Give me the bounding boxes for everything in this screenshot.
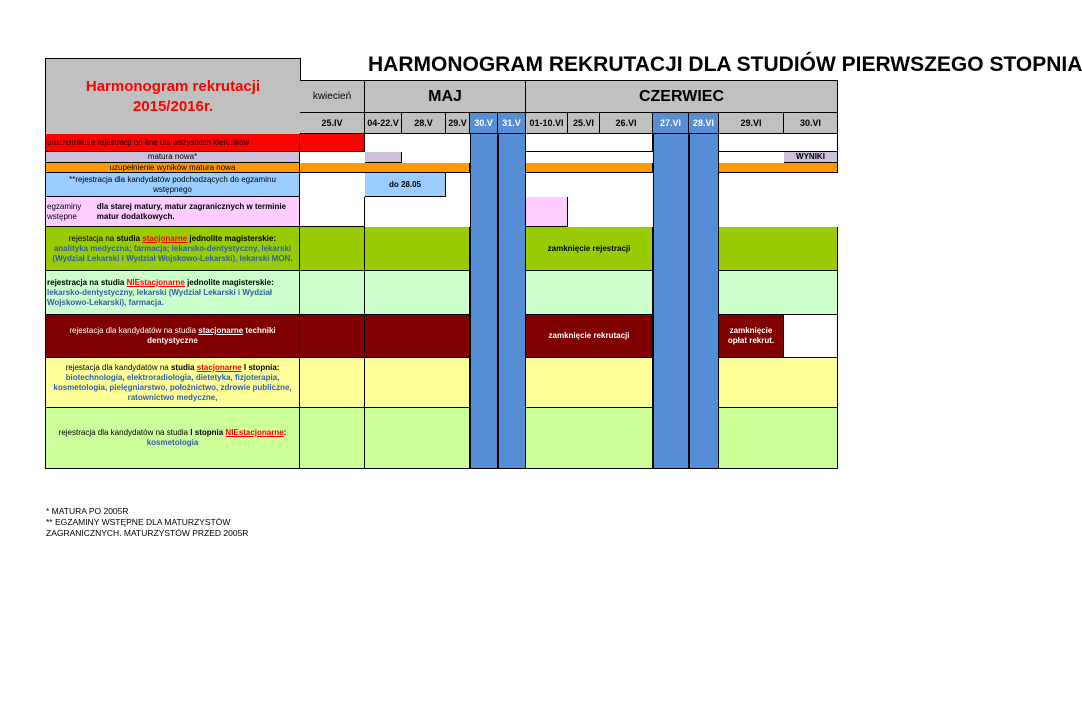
row-label-bold: studia (170, 362, 197, 372)
row-label-bold: jednolite magisterskie: (187, 233, 277, 243)
footnote-1: * MATURA PO 2005R (46, 506, 129, 516)
row-label-7 (45, 271, 300, 315)
cell-r10-c7 (526, 408, 653, 469)
row-label-programs: biotechnologia, elektroradiologia, dietetyka, fizjoterapia, kosmetologia, pielęgniarstwo, położnictwo, zdrowie publiczne, ratownictwo medyczne, (53, 372, 292, 402)
cell-r2-c12 (719, 152, 784, 163)
date-col-13: 30.VI (784, 113, 838, 134)
footnote-3: ZAGRANICZNYCH. MATURZYSTÓW PRZED 2005R (46, 528, 249, 538)
left-header-line1: Harmonogram rekrutacji (85, 77, 261, 95)
row-label-text: **rejestracja dla kandydatów podchodzących do egzaminu wstępnego (69, 174, 276, 194)
cell-r10-c2 (365, 408, 470, 469)
row-label-highlight: stacjonarne (196, 362, 242, 372)
row-label-bold: rejestracja na studia (47, 277, 127, 287)
row-label-highlight: stacjonarne (142, 233, 188, 243)
date-col-11: 28.VI (689, 113, 719, 134)
row-label-text: rejestacja dla kandydatów na (65, 362, 171, 372)
cell-r1-c1 (300, 134, 365, 152)
footnotes (46, 506, 248, 539)
cell-r8-c2 (365, 315, 470, 358)
cell-r2-c7 (526, 152, 653, 163)
date-col-6: 31.V (498, 113, 526, 134)
cell-r7-c1 (300, 271, 365, 315)
blue-column-10 (653, 134, 689, 469)
row-label-bold: I stopnia (190, 428, 226, 437)
date-col-9: 26.VI (600, 113, 653, 134)
page-title: HARMONOGRAM REKRUTACJI DLA STUDIÓW PIERWSZEGO STOPNIA (368, 53, 1082, 76)
date-col-10: 27.VI (653, 113, 689, 134)
month-april: kwiecień (300, 80, 365, 113)
cell-r7-c7 (526, 271, 653, 315)
blue-column-6 (498, 134, 526, 469)
cell-r10-c1 (300, 408, 365, 469)
date-col-4: 29.V (446, 113, 470, 134)
row-label-9 (45, 358, 300, 408)
row-label-text: uruchomienie rejestracji on-line dla wszystkich kierunków (47, 137, 250, 147)
row-label-text: rejestacja dla kandydatów na studia (69, 326, 199, 335)
left-header-line2: 2015/2016r. (132, 97, 214, 115)
cell-r1-c12 (719, 134, 838, 152)
cell-r8-c1 (300, 315, 365, 358)
footnote-2: ** EGZAMINY WSTĘPNE DLA MATURZYSTÓW (46, 517, 231, 527)
cell-r4-c1 (300, 173, 365, 197)
date-col-7: 01-10.VI (526, 113, 568, 134)
cell-r9-c12 (719, 358, 838, 408)
row-label-1 (45, 134, 300, 152)
cell-r3-c7 (526, 163, 653, 173)
row-label-highlight: NIEstacjonarne (126, 277, 185, 287)
cell-r5-c1 (300, 197, 365, 227)
row-label-4 (45, 173, 300, 197)
row-label-programs: kosmetologia (146, 438, 199, 447)
row-label-text: rejestracja dla kandydatów na studia (58, 428, 191, 437)
row-label-bold: techniki dentystyczne (147, 326, 276, 345)
cell-r6-c12 (719, 227, 838, 271)
cell-r8-c13 (784, 315, 838, 358)
row-label-highlight: stacjonarne (198, 326, 244, 335)
row-label-programs: analityka medyczna; farmacja; lekarsko-dentystyczny, lekarski (Wydział Lekarski i Wydział Wojskowo-Lekarski), lekarski MON. (52, 243, 293, 263)
cell-r5-c7 (526, 197, 568, 227)
date-col-12: 29.VI (719, 113, 784, 134)
row-label-bold: : (283, 428, 287, 437)
cell-r7-c2 (365, 271, 470, 315)
cell-r1-c2 (365, 134, 470, 152)
row-label-text: matura nowa* (147, 152, 198, 161)
row-label-text: rejestacja na (68, 233, 117, 243)
month-may: MAJ (365, 80, 526, 113)
do-2805-cell: do 28.05 (365, 173, 446, 197)
row-label-10 (45, 408, 300, 469)
cell-r9-c7 (526, 358, 653, 408)
row-label-6 (45, 227, 300, 271)
cell-r2-c1 (300, 152, 365, 163)
date-col-3: 28.V (402, 113, 446, 134)
cell-r5-c2 (365, 197, 470, 227)
zamkniecie-oplat-cell: zamknięcie opłat rekrut. (719, 315, 784, 358)
cell-r6-c1 (300, 227, 365, 271)
cell-r9-c1 (300, 358, 365, 408)
wyniki-cell: WYNIKI (784, 152, 838, 163)
cell-r10-c12 (719, 408, 838, 469)
row-label-5 (45, 197, 300, 227)
left-header (45, 58, 301, 135)
cell-r2-c2 (365, 152, 402, 163)
row-label-bold: dla starej matury, matur zagranicznych w terminie matur dodatkowych. (96, 201, 287, 221)
blue-column-5 (470, 134, 498, 469)
date-col-1: 25.IV (300, 113, 365, 134)
cell-r1-c7 (526, 134, 653, 152)
row-label-highlight: NIEstacjonarne (225, 428, 284, 437)
date-col-2: 04-22.V (365, 113, 402, 134)
month-june: CZERWIEC (526, 80, 838, 113)
row-label-text: uzupełnienie wyników matura nowa (109, 162, 236, 172)
cell-r3-c1 (300, 163, 470, 173)
cell-r9-c2 (365, 358, 470, 408)
row-label-3 (45, 163, 300, 173)
row-label-2 (45, 152, 300, 163)
row-label-8 (45, 315, 300, 358)
cell-r3-c12 (719, 163, 838, 173)
cell-r6-c2 (365, 227, 470, 271)
cell-r7-c12 (719, 271, 838, 315)
row-label-bold: jednolite magisterskie: (184, 277, 274, 287)
row-label-bold: I stopnia: (241, 362, 280, 372)
row-label-bold: studia (116, 233, 143, 243)
zamkniecie-rekrutacji-cell: zamknięcie rekrutacji (526, 315, 653, 358)
date-col-5: 30.V (470, 113, 498, 134)
row-label-text: egzaminy wstępne (47, 201, 82, 221)
date-col-8: 25.VI (568, 113, 600, 134)
blue-column-11 (689, 134, 719, 469)
zamkniecie-rejestracji-cell: zamknięcie rejestracji (526, 227, 653, 271)
row-label-programs: lekarsko-dentystyczny, lekarski (Wydział Lekarski i Wydział Wojskowo-Lekarski), farmacja. (47, 287, 272, 307)
